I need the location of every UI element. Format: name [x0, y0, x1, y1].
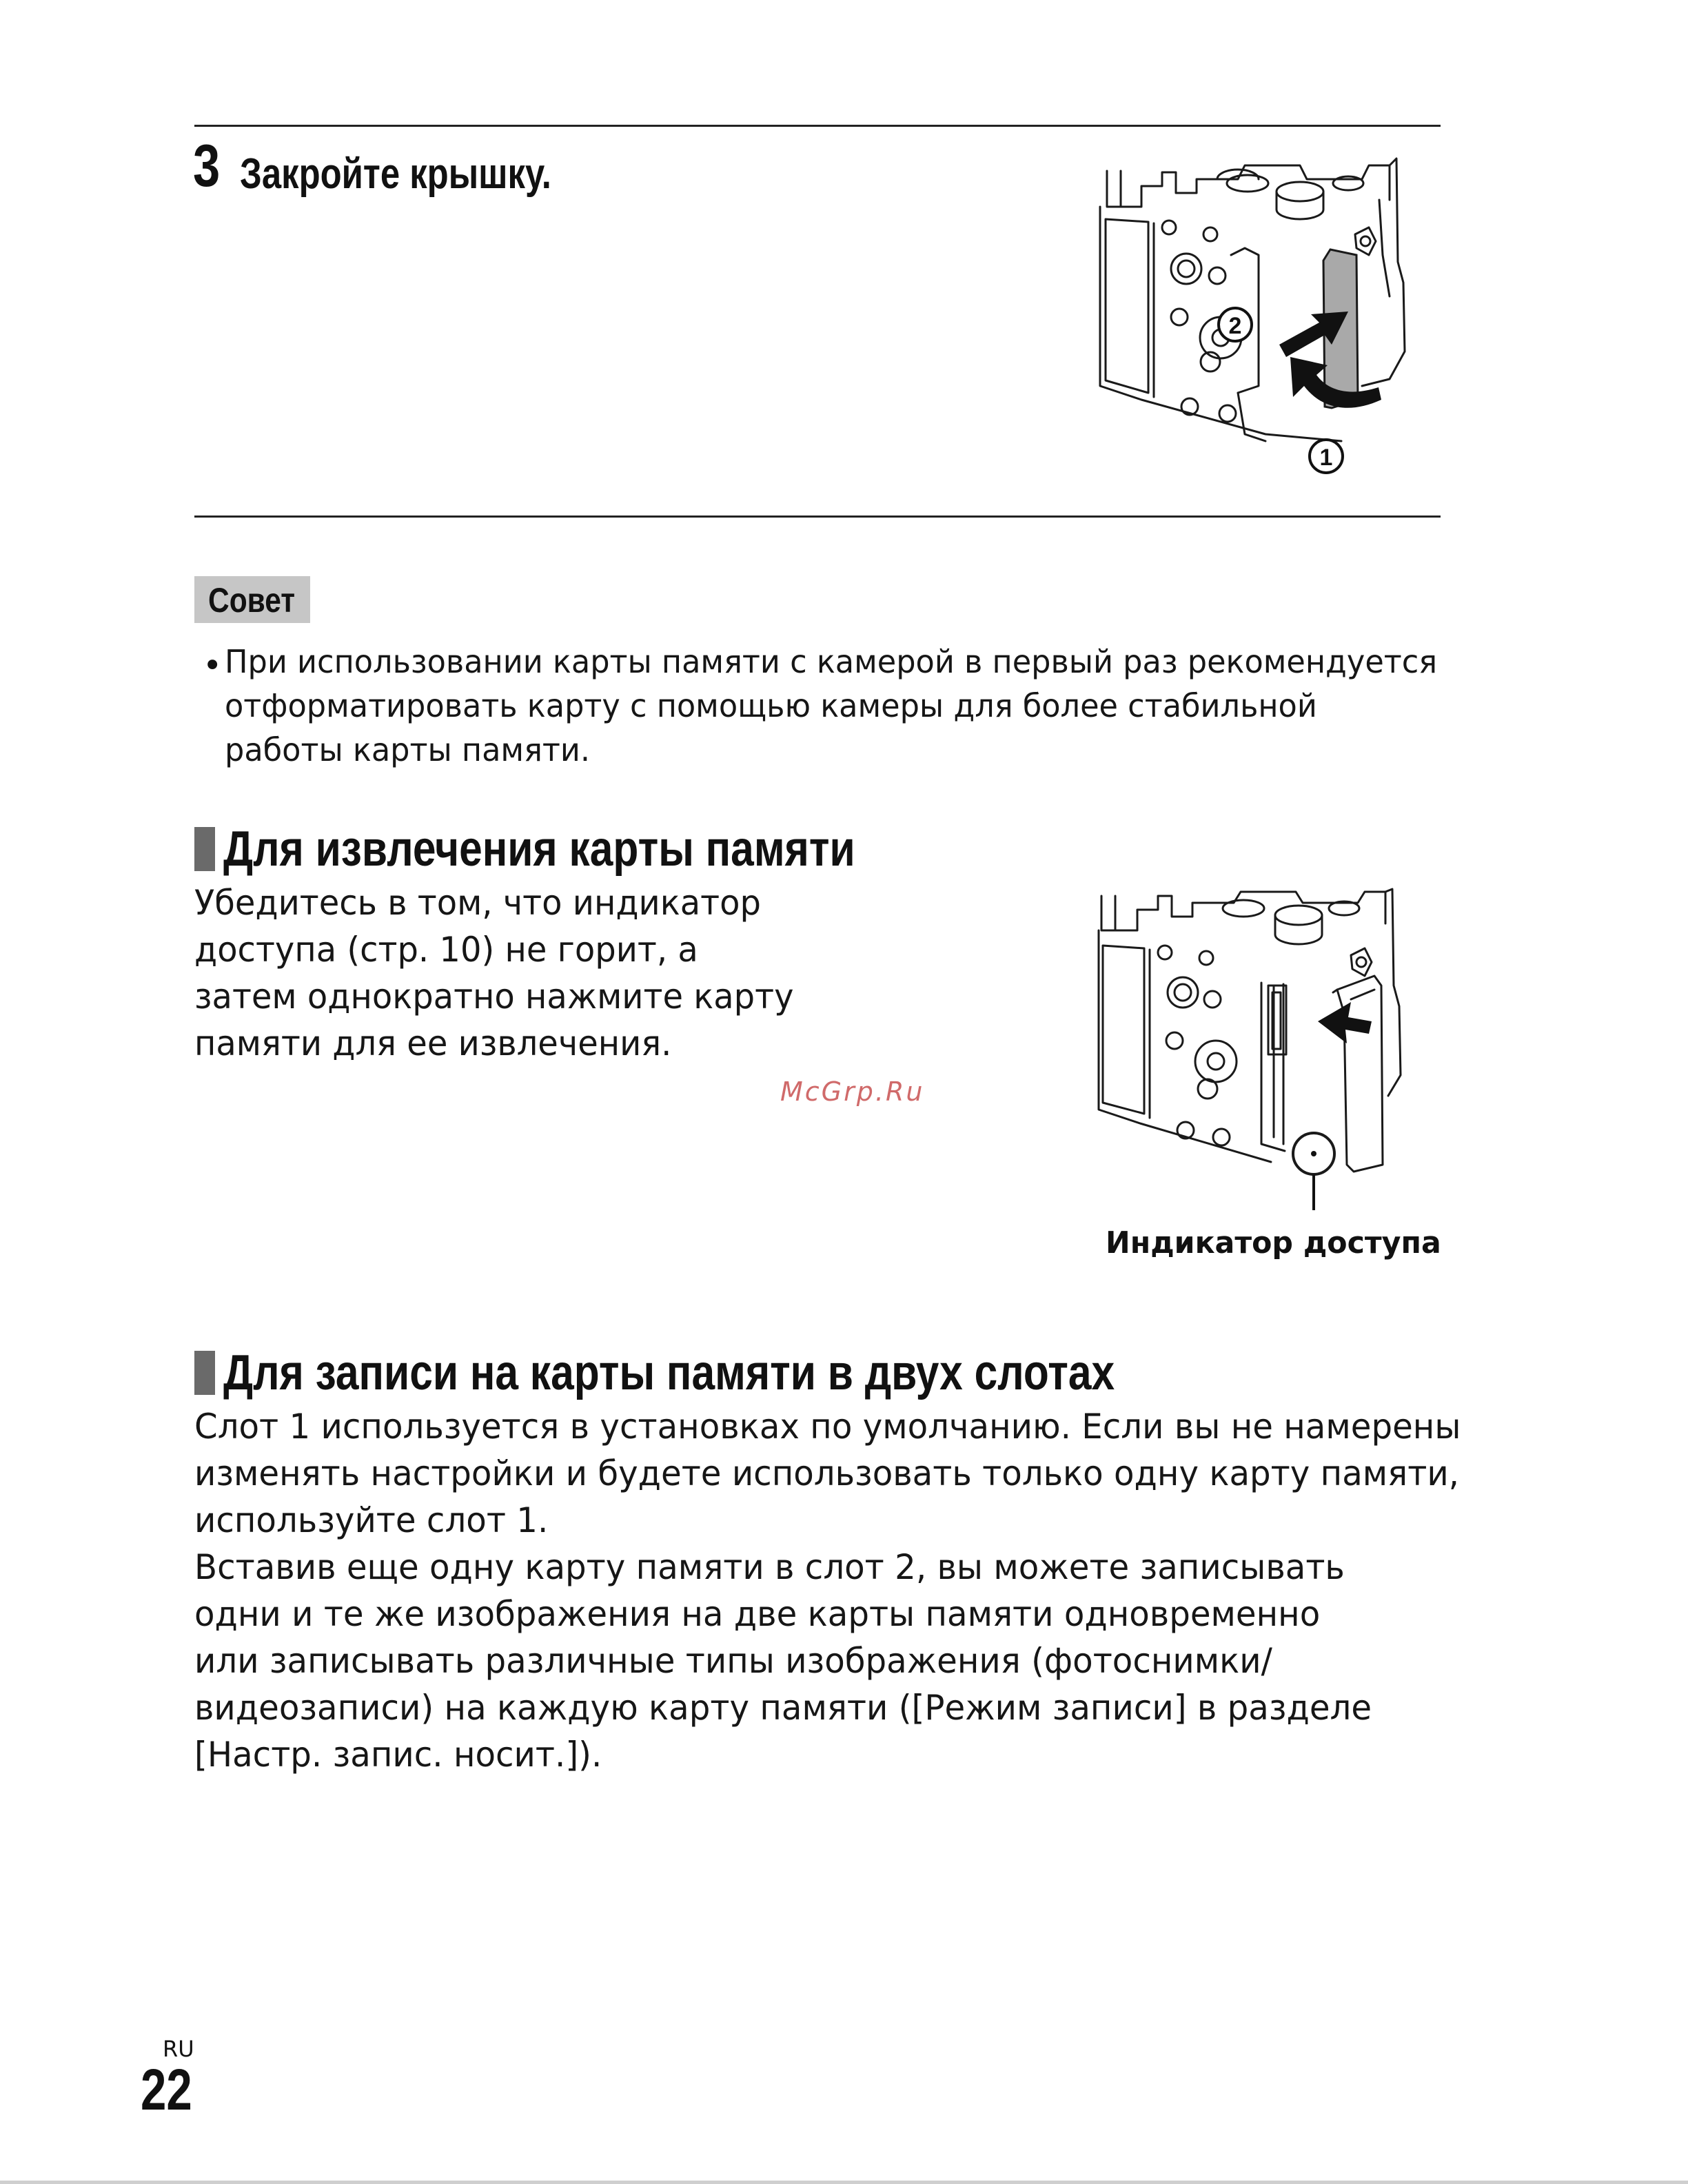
- top-rule: [194, 125, 1441, 127]
- callout-2-icon: [1219, 308, 1252, 341]
- tip-line: отформатировать карту с помощью камеры для более стабильной: [225, 687, 1317, 724]
- tip-line: При использовании карты памяти с камерой в первый раз рекомендуется: [225, 643, 1438, 680]
- watermark: McGrp.Ru: [780, 1076, 925, 1107]
- push-arrow-icon: [1318, 1002, 1372, 1043]
- paragraph-line: [Настр. запис. носит.]).: [194, 1735, 602, 1775]
- section-title-remove: Для извлечения карты памяти: [223, 821, 855, 877]
- dual-paragraph: [194, 1403, 1461, 1778]
- paragraph-line: памяти для ее извлечения.: [194, 1023, 672, 1063]
- camera-eject-card-illustration: [1099, 889, 1423, 1220]
- section-marker: [194, 827, 215, 871]
- tip-label: Совет: [194, 576, 310, 623]
- svg-text:2: 2: [1228, 313, 1242, 339]
- camera-close-cover-illustration: [1100, 159, 1417, 482]
- paragraph-line: используйте слот 1.: [194, 1500, 549, 1540]
- callout-1-icon: [1310, 440, 1343, 473]
- remove-paragraph: [194, 879, 793, 1067]
- paragraph-line: доступа (стр. 10) не горит, а: [194, 930, 698, 970]
- paragraph-line: или записывать различные типы изображения (фотоснимки/: [194, 1641, 1272, 1681]
- paragraph-line: Вставив еще одну карту памяти в слот 2, вы можете записывать: [194, 1547, 1345, 1587]
- paragraph-line: одни и те же изображения на две карты памяти одновременно: [194, 1594, 1321, 1634]
- language-code: RU: [163, 2036, 194, 2062]
- access-indicator-dot: [1311, 1151, 1316, 1156]
- svg-text:1: 1: [1319, 445, 1333, 471]
- step-number: 3: [193, 133, 221, 199]
- paragraph-line: Слот 1 используется в установках по умолчанию. Если вы не намерены: [194, 1407, 1461, 1447]
- page-bottom-edge: [0, 2181, 1688, 2184]
- section-title-dual: Для записи на карты памяти в двух слотах: [223, 1345, 1115, 1400]
- paragraph-line: видеозаписи) на каждую карту памяти ([Режим записи] в разделе: [194, 1688, 1372, 1728]
- section-marker: [194, 1351, 215, 1395]
- tip-text: [225, 640, 1437, 772]
- figure-caption: Индикатор доступа: [1106, 1225, 1441, 1261]
- step-title: Закройте крышку.: [240, 150, 551, 198]
- page-number: 22: [141, 2057, 192, 2122]
- tip-line: работы карты памяти.: [225, 731, 591, 768]
- paragraph-line: Убедитесь в том, что индикатор: [194, 883, 761, 923]
- section-rule: [194, 516, 1441, 518]
- paragraph-line: изменять настройки и будете использовать только одну карту памяти,: [194, 1453, 1460, 1493]
- tip-bullet: •: [203, 646, 223, 685]
- paragraph-line: затем однократно нажмите карту: [194, 977, 794, 1017]
